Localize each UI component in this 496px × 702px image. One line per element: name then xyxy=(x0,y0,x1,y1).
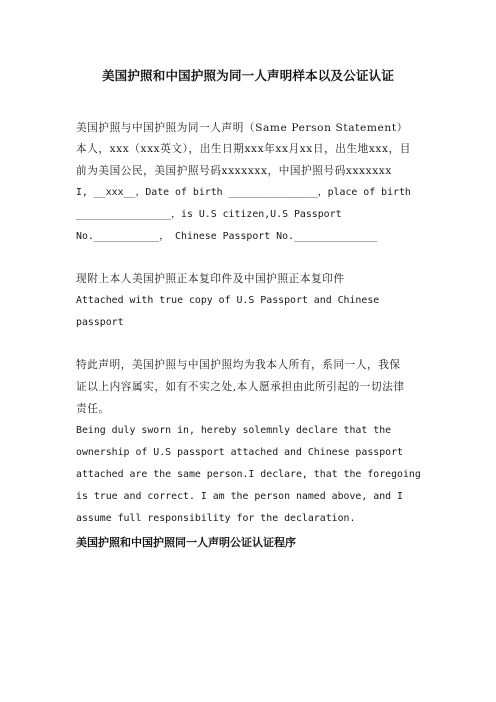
statement-en-line-3: No.___________， Chinese Passport No.______________ xyxy=(76,231,378,242)
statement-en-line-2: ________________，is U.S citizen,U.S Passport xyxy=(76,209,342,220)
attachment-en-line-1: Attached with true copy of U.S Passport and Chinese xyxy=(76,295,380,306)
declaration-cn-line-3: 责任。 xyxy=(76,403,110,415)
declaration-en-line-2: ownership of U.S passport attached and Chinese passport xyxy=(76,447,403,458)
declaration-cn-line-2: 证以上内容属实，如有不实之处,本人愿承担由此所引起的一切法律 xyxy=(76,381,405,393)
statement-heading: 美国护照与中国护照为同一人声明（Same Person Statement） xyxy=(76,122,408,134)
statement-en-line-1: I, __xxx__，Date of birth _______________，place of birth xyxy=(76,187,411,198)
document-title: 美国护照和中国护照为同一人声明样本以及公证认证 xyxy=(101,68,395,83)
declaration-en-line-4: is true and correct. I am the person named above, and I xyxy=(76,491,403,502)
attachment-en-line-2: passport xyxy=(76,317,124,328)
attachment-cn-line: 现附上本人美国护照正本复印件及中国护照正本复印件 xyxy=(76,273,345,285)
notarization-subheading: 美国护照和中国护照同一人声明公证认证程序 xyxy=(76,536,296,549)
declaration-en-line-1: Being duly sworn in, hereby solemnly declare that the xyxy=(76,425,392,436)
declaration-cn-line-1: 特此声明，美国护照与中国护照均为我本人所有，系同一人，我保 xyxy=(76,359,401,371)
declaration-en-line-3: attached are the same person.I declare, that the foregoing xyxy=(76,469,421,480)
declaration-en-line-5: assume full responsibility for the declaration. xyxy=(76,513,356,524)
statement-cn-line-1: 本人，xxx（xxx英文），出生日期xxx年xx月xx日，出生地xxx，目 xyxy=(76,143,411,155)
statement-cn-line-2: 前为美国公民，美国护照号码xxxxxxx，中国护照号码xxxxxxx xyxy=(76,165,392,177)
